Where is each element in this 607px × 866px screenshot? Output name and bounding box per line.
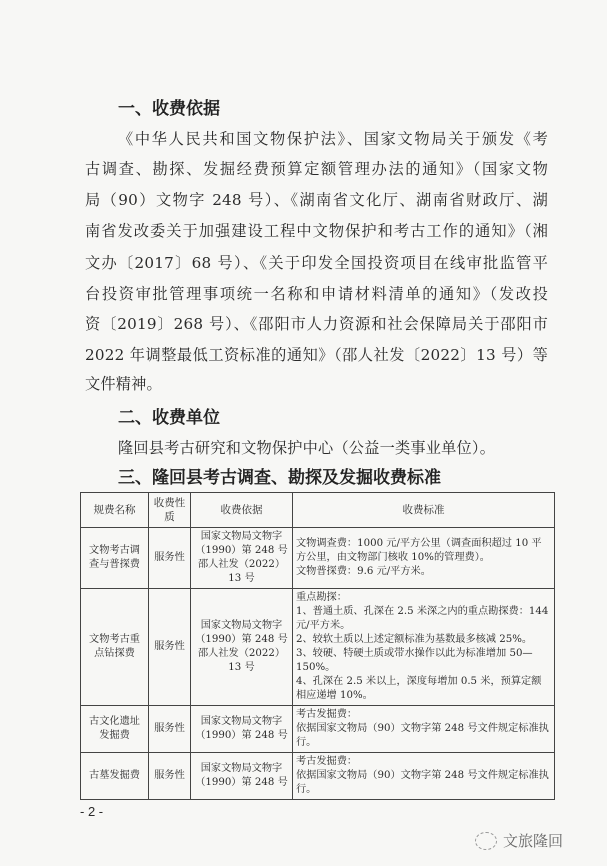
- fee-name: 古文化遗址发掘费: [81, 706, 149, 753]
- basis-line: （1990）第 248 号: [195, 634, 288, 645]
- fee-standard: [293, 706, 555, 753]
- paragraph-line: 《中华人民共和国文物保护法》、国家文物局关于颁发《考: [118, 130, 548, 148]
- paragraph-line: 文办〔2017〕68 号）、《关于印发全国投资项目在线审批监管平: [85, 254, 548, 272]
- basis-line: 邵人社发（2022）13 号: [197, 648, 286, 673]
- fee-basis: [191, 753, 293, 800]
- section-heading-2: 二、收费单位: [118, 408, 220, 428]
- watermark-text: 文旅隆回: [503, 832, 564, 850]
- standard-line: 考古发掘费：: [296, 709, 358, 720]
- basis-line: （1990）第 248 号: [195, 730, 288, 741]
- standard-line: 重点勘探：: [296, 592, 347, 603]
- basis-line: （1990）第 248 号: [195, 545, 288, 556]
- table-header-row: [81, 493, 555, 528]
- standard-line: 依据国家文物局（90）文物字第 248 号文件规定标准执行。: [296, 770, 549, 795]
- table-row: [81, 528, 555, 589]
- header-cell: 收费性质: [149, 493, 191, 528]
- wechat-icon: [475, 832, 497, 850]
- fee-basis: [191, 589, 293, 706]
- fee-nature: 服务性: [149, 753, 191, 800]
- table-row: [81, 589, 555, 706]
- fee-standard: [293, 753, 555, 800]
- paragraph-line: 南省发改委关于加强建设工程中文物保护和考古工作的通知》（湘: [85, 222, 548, 240]
- unit-text: 隆回县考古研究和文物保护中心（公益一类事业单位）。: [118, 439, 496, 457]
- page-number: - 2 -: [80, 804, 104, 819]
- watermark: [475, 830, 563, 851]
- fee-name: 文物考古重点钻探费: [81, 589, 149, 706]
- fee-basis: [191, 706, 293, 753]
- basis-line: （1990）第 248 号: [195, 777, 288, 788]
- basis-line: 国家文物局文物字: [200, 620, 283, 631]
- basis-line: 国家文物局文物字: [200, 716, 283, 727]
- header-cell: 规费名称: [81, 493, 149, 528]
- standard-line: 3、较硬、特硬土质或带水操作以此为标准增加 50—150%。: [296, 648, 533, 673]
- standard-line: 1、普通土质、孔深在 2.5 米深之内的重点勘探费：144 元/平方米。: [296, 606, 549, 631]
- paragraph-line: 局（90）文物字 248 号）、《湖南省文化厅、湖南省财政厅、湖: [85, 191, 548, 209]
- standard-line: 4、孔深在 2.5 米以上，深度每增加 0.5 米，预算定额相应递增 10%。: [296, 676, 542, 701]
- basis-line: 国家文物局文物字: [200, 531, 283, 542]
- standard-line: 考古发掘费：: [296, 756, 358, 767]
- fee-nature: 服务性: [149, 706, 191, 753]
- standard-line: 文物普探费：9.6 元/平方米。: [296, 566, 431, 577]
- paragraph-line: 资〔2019〕268 号）、《邵阳市人力资源和社会保障局关于邵阳市: [85, 315, 548, 333]
- table-row: [81, 753, 555, 800]
- standard-line: 文物调查费：1000 元/平方公里（调查面积超过 10 平方公里，由文物部门核收 10%的管理费）。: [296, 538, 542, 563]
- basis-line: 国家文物局文物字: [200, 763, 283, 774]
- standard-line: 依据国家文物局（90）文物字第 248 号文件规定标准执行。: [296, 723, 549, 748]
- section-heading-3: 三、隆回县考古调查、勘探及发掘收费标准: [118, 468, 441, 488]
- section-heading-1: 一、收费依据: [118, 99, 220, 119]
- paragraph-line: 2022 年调整最低工资标准的通知》（邵人社发〔2022〕13 号）等: [85, 346, 548, 364]
- paragraph-line: 文件精神。: [85, 375, 162, 393]
- paragraph-line: 台投资审批管理事项统一名称和申请材料清单的通知》（发改投: [85, 285, 548, 303]
- fee-name: 古墓发掘费: [81, 753, 149, 800]
- fee-standard: [293, 528, 555, 589]
- fee-nature: 服务性: [149, 528, 191, 589]
- fee-nature: 服务性: [149, 589, 191, 706]
- fee-name: 文物考古调查与普探费: [81, 528, 149, 589]
- basis-line: 邵人社发（2022）13 号: [197, 559, 286, 584]
- standard-line: 2、较软土质以上述定额标准为基数最多核减 25%。: [296, 634, 533, 645]
- fee-standard: [293, 589, 555, 706]
- fee-table: [80, 492, 555, 800]
- fee-basis: [191, 528, 293, 589]
- header-cell: 收费依据: [191, 493, 293, 528]
- paragraph-line: 古调查、勘探、发掘经费预算定额管理办法的通知》（国家文物: [85, 160, 548, 178]
- table-row: [81, 706, 555, 753]
- header-cell: 收费标准: [293, 493, 555, 528]
